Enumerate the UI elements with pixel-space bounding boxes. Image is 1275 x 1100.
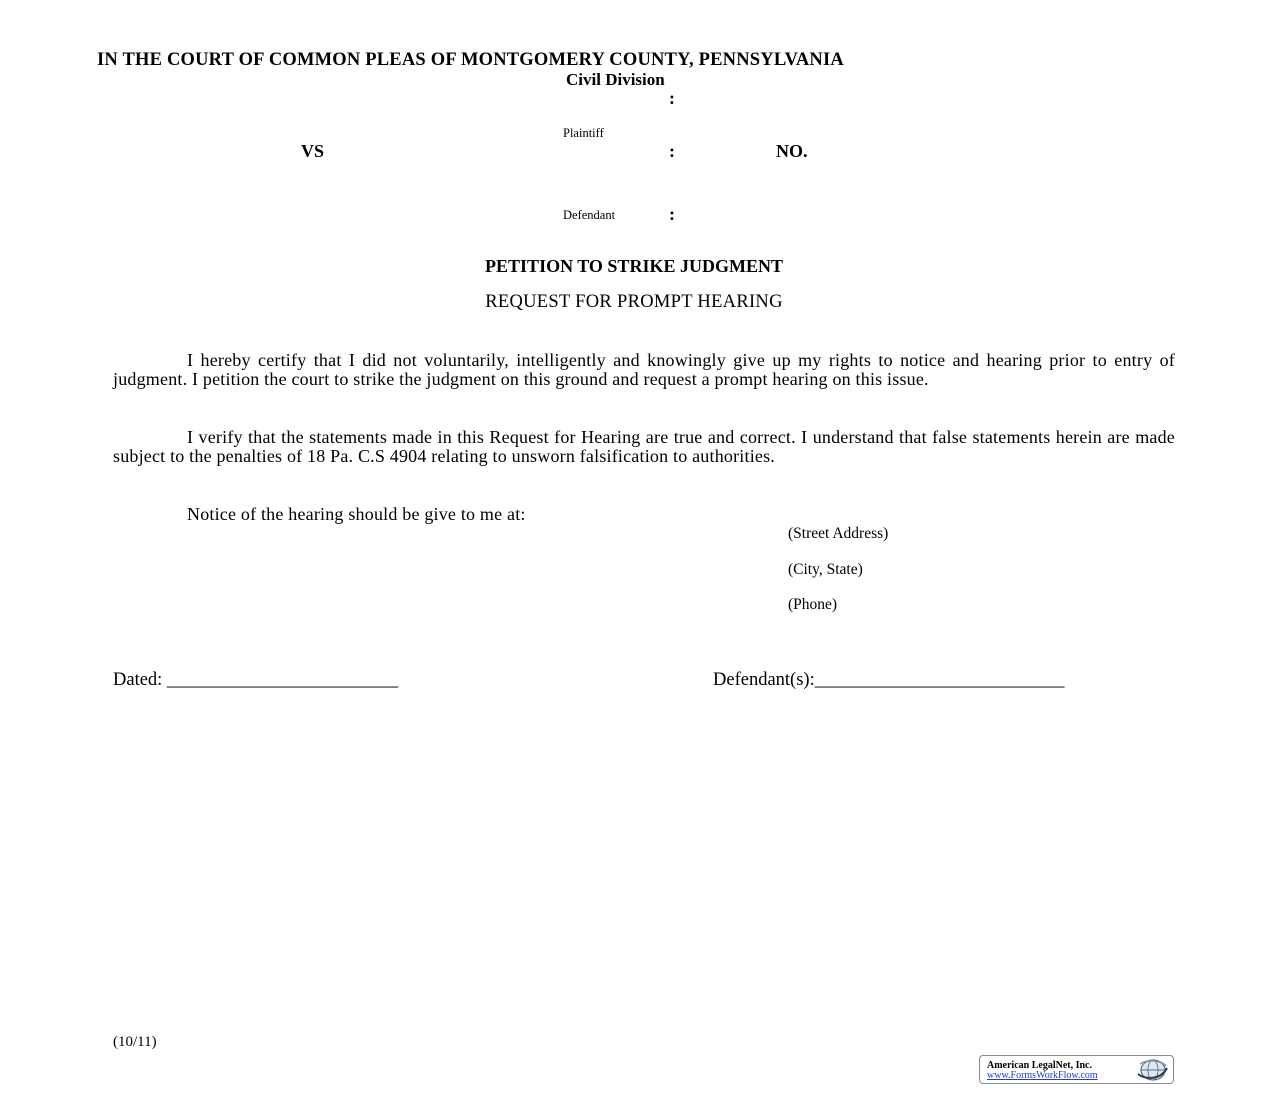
document-subtitle: REQUEST FOR PROMPT HEARING — [485, 292, 783, 312]
case-number-label: NO. — [776, 141, 808, 161]
notice-text: Notice of the hearing should be give to me at: — [187, 504, 526, 524]
globe-icon — [1135, 1058, 1169, 1082]
form-revision: (10/11) — [113, 1034, 157, 1050]
phone-label: (Phone) — [788, 596, 838, 613]
caption-colon-2: : — [669, 141, 675, 161]
court-header: IN THE COURT OF COMMON PLEAS OF MONTGOMERY COUNTY, PENNSYLVANIA — [97, 50, 844, 70]
vs-label: VS — [301, 141, 325, 161]
plaintiff-label: Plaintiff — [563, 126, 604, 140]
city-state-label: (City, State) — [788, 561, 863, 578]
defendant-label: Defendant — [563, 208, 616, 222]
certification-paragraph — [113, 351, 1175, 390]
dated-line: Dated: _________________________ — [113, 670, 399, 690]
division-label: Civil Division — [566, 70, 665, 89]
street-address-label: (Street Address) — [788, 525, 889, 542]
company-name: American LegalNet, Inc. — [987, 1060, 1092, 1071]
caption-colon-1: : — [669, 88, 675, 108]
defendant-signature-line: Defendant(s):___________________________ — [713, 670, 1065, 690]
verification-text: I verify that the statements made in this Request for Hearing are true and correct. I understand that false statements herein are made subject to the penalties of 18 Pa. C.S 4904 relating to unsworn falsification to authorities. — [113, 427, 1175, 467]
document-title: PETITION TO STRIKE JUDGMENT — [485, 256, 783, 276]
company-url-link[interactable]: www.FormsWorkFlow.com — [987, 1070, 1098, 1081]
verification-paragraph — [113, 428, 1175, 467]
company-logo — [979, 1055, 1174, 1084]
certification-text: I hereby certify that I did not voluntarily, intelligently and knowingly give up my rights to notice and hearing prior to entry of judgment. I petition the court to strike the judgment on this ground and request a prompt hearing on this issue. — [113, 350, 1175, 390]
caption-colon-3: : — [669, 204, 675, 224]
